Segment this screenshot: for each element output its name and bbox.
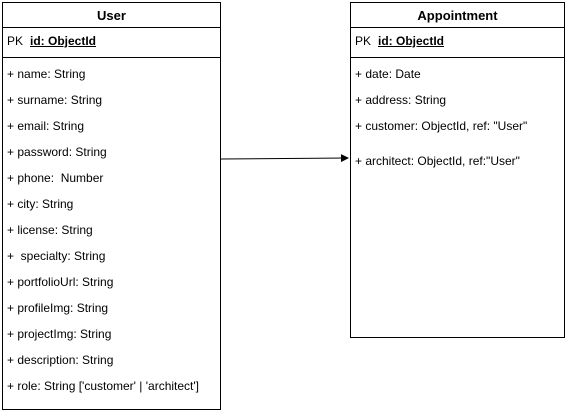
user-attr-name: + name: String xyxy=(7,67,86,81)
appointment-attr-address: + address: String xyxy=(355,93,447,107)
user-primary-key-row xyxy=(3,28,220,58)
user-attr-profile-img: + profileImg: String xyxy=(7,301,109,315)
user-attr-surname: + surname: String xyxy=(7,93,103,107)
user-attr-city: + city: String xyxy=(7,197,74,211)
user-pk-label: PK xyxy=(7,34,24,48)
user-attr-role: + role: String ['customer' | 'architect'] xyxy=(7,379,200,393)
appointment-entity[interactable] xyxy=(350,2,565,338)
user-attr-license: + license: String xyxy=(7,223,93,237)
user-entity-title: User xyxy=(3,3,220,28)
user-to-appointment-connector[interactable] xyxy=(221,158,348,159)
user-attr-description: + description: String xyxy=(7,353,114,367)
user-attr-password: + password: String xyxy=(7,145,107,159)
user-attr-project-img: + projectImg: String xyxy=(7,327,112,341)
user-attr-portfolio-url: + portfolioUrl: String xyxy=(7,275,114,289)
appointment-attr-architect: + architect: ObjectId, ref:"User" xyxy=(355,154,520,168)
user-pk-field: id: ObjectId xyxy=(30,34,96,48)
appointment-pk-field: id: ObjectId xyxy=(378,34,444,48)
user-attr-specialty: + specialty: String xyxy=(7,249,106,263)
appointment-pk-label: PK xyxy=(355,34,372,48)
appointment-entity-title: Appointment xyxy=(351,3,564,28)
appointment-attr-date: + date: Date xyxy=(355,67,421,81)
appointment-primary-key-row xyxy=(351,28,564,58)
user-entity[interactable] xyxy=(2,2,221,410)
user-attr-email: + email: String xyxy=(7,119,85,133)
appointment-attr-customer: + customer: ObjectId, ref: "User" xyxy=(355,119,528,133)
user-attr-phone: + phone: Number xyxy=(7,171,104,185)
